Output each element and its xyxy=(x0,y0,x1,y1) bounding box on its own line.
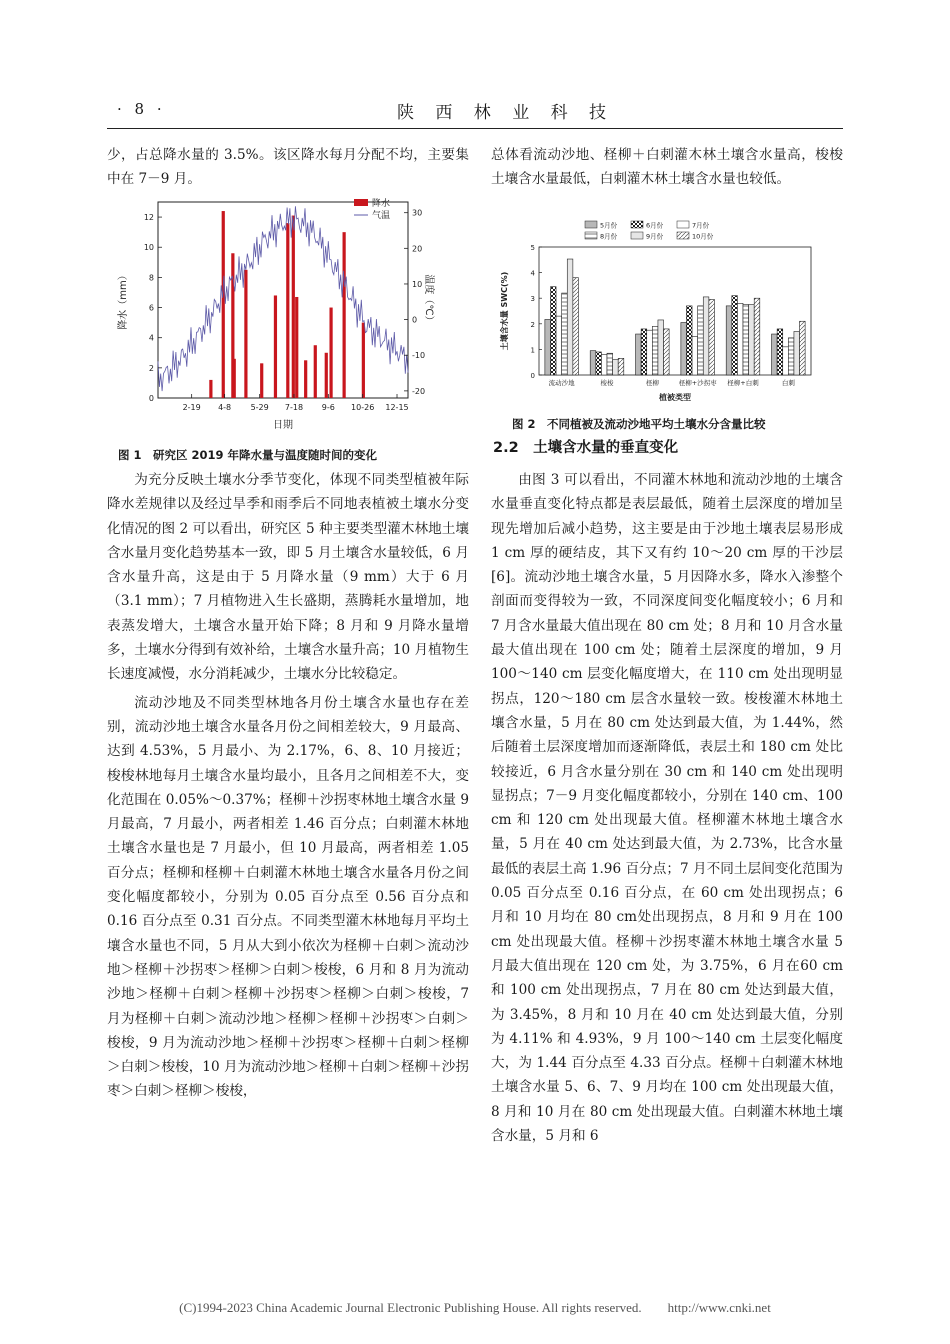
fig2-bar xyxy=(641,329,647,375)
fig2-bar xyxy=(754,298,760,375)
fig2-bar xyxy=(777,329,783,375)
fig2-bar xyxy=(618,358,624,375)
fig2-y-tick-label: 5 xyxy=(530,244,535,252)
fig1-y-right-tick-label: -10 xyxy=(412,351,426,361)
right-top-text xyxy=(491,143,843,192)
fig2-bar xyxy=(686,306,692,375)
fig1-legend-precip-label: 降水 xyxy=(372,199,391,209)
fig1-precip-bar xyxy=(295,297,298,398)
fig2-x-label: 植被类型 xyxy=(659,393,691,402)
fig2-bar xyxy=(590,351,596,375)
page-header xyxy=(107,92,843,129)
fig2-bar xyxy=(726,306,732,375)
fig1-y-left-tick-label: 4 xyxy=(148,333,154,343)
left-body xyxy=(107,468,469,1104)
fig2-bar xyxy=(664,329,670,375)
fig1-precip-bar xyxy=(343,232,346,398)
fig1-y-right-tick-label: -20 xyxy=(412,386,426,396)
fig1-y-right-tick-label: 10 xyxy=(412,279,423,289)
fig1-y-right-tick-label: 0 xyxy=(412,315,418,325)
figure-2-chart xyxy=(493,217,833,405)
fig2-bar xyxy=(652,326,658,375)
fig1-precip-bar xyxy=(304,360,307,398)
fig1-y-left-tick-label: 12 xyxy=(143,213,154,223)
fig2-y-label: 土壤含水量 SWC(%) xyxy=(500,271,509,351)
fig2-legend-swatch xyxy=(677,221,689,228)
fig2-legend-swatch xyxy=(631,232,643,239)
fig1-precip-bar xyxy=(292,216,295,398)
fig1-y-left-label: 降水（mm） xyxy=(118,270,129,330)
fig2-bar xyxy=(567,259,573,375)
fig1-y-left-tick-label: 0 xyxy=(148,394,154,403)
fig2-bar xyxy=(596,352,602,375)
fig1-x-tick-label: 7-18 xyxy=(284,403,304,412)
fig2-legend-label: 7月份 xyxy=(692,221,710,230)
fig1-y-left-tick-label: 8 xyxy=(148,273,154,283)
figure-2-caption: 图 2 不同植被及流动沙地平均土壤水分含量比较 xyxy=(512,417,766,431)
fig2-bar xyxy=(772,334,778,375)
fig1-precip-bar xyxy=(222,211,225,398)
fig2-legend-label: 6月份 xyxy=(646,221,664,230)
fig1-legend-precip-swatch xyxy=(354,199,368,206)
fig2-bar xyxy=(703,297,709,375)
fig2-legend-label: 5月份 xyxy=(600,221,618,230)
fig1-x-tick-label: 12-15 xyxy=(385,403,409,412)
fig2-legend-swatch xyxy=(585,221,597,228)
fig2-bar xyxy=(550,287,556,375)
fig1-x-tick-label: 4-8 xyxy=(218,403,232,412)
fig2-bar xyxy=(698,306,704,375)
copyright-footer: (C)1994-2023 China Academic Journal Electronic Publishing House. All rights reserved. http://www.cnki.net xyxy=(179,1300,771,1315)
fig1-precip-bar xyxy=(233,359,236,398)
figure-1-caption: 图 1 研究区 2019 年降水量与温度随时间的变化 xyxy=(118,448,378,462)
fig2-bar xyxy=(545,319,551,375)
figure-1-chart xyxy=(110,188,434,438)
fig2-legend-label: 8月份 xyxy=(600,232,618,241)
fig2-bar xyxy=(562,293,568,375)
fig2-bar xyxy=(800,321,806,375)
fig2-bar xyxy=(636,334,642,375)
fig1-legend-temp-label: 气温 xyxy=(372,211,391,221)
fig2-bar xyxy=(732,296,738,375)
fig2-bar xyxy=(573,278,579,375)
fig2-category-label: 梭梭 xyxy=(600,379,614,387)
fig2-legend-swatch xyxy=(585,232,597,239)
fig2-bar xyxy=(613,360,619,375)
fig1-y-right-tick-label: 30 xyxy=(412,208,423,218)
fig2-plot-frame xyxy=(539,247,811,375)
fig2-bar xyxy=(647,330,653,375)
fig2-bar xyxy=(607,353,613,375)
fig2-bar xyxy=(658,320,664,375)
fig1-precip-bar xyxy=(260,363,263,398)
fig2-y-tick-label: 2 xyxy=(530,320,535,329)
fig1-precip-bar xyxy=(286,223,289,398)
fig2-bar xyxy=(556,316,562,375)
left-top-paragraph: 少，占总降水量的 3.5%。该区降水每月分配不均，主要集中在 7－9 月。 xyxy=(107,147,469,188)
fig1-y-right-label: 温度（℃） xyxy=(423,274,434,326)
fig2-bar xyxy=(743,305,749,375)
fig2-bar xyxy=(737,303,743,375)
fig1-plot-frame xyxy=(158,202,408,398)
fig2-legend-swatch xyxy=(631,221,643,228)
fig1-precip-bar xyxy=(362,323,365,398)
fig1-temperature-line xyxy=(158,206,408,391)
fig2-category-label: 白刺 xyxy=(781,379,795,387)
fig2-y-tick-label: 3 xyxy=(530,295,535,304)
fig2-y-tick-label: 4 xyxy=(530,269,535,278)
fig1-precip-bar xyxy=(329,308,332,398)
right-paragraph-1: 由图 3 可以看出，不同灌木林地和流动沙地的土壤含水量垂直变化特点都是表层最低，随着土层深度的增加呈现先增加后减小趋势，这主要是由于沙地土壤表层易形成 1 cm 厚的硬结皮，其下又有约 10～20 cm 厚的干沙层[6]。流动沙地土壤含水量，5 月因降水多，降水入渗整个剖面而变得较为一致，不同深度间变化幅度较小；6 月和 7 月含水量最大值出现在 80 cm 处；8 月和 10 月含水量最大值出现在 100 cm 处；随着土层深度的增加，9 月 100～140 cm 层变化幅度增大，在 110 cm 处出现明显拐点，120～180 cm 层含水量较一致。梭梭灌木林地土壤含水量，5 月在 80 cm 处达到最大值，为 1.44%，然后随着土层深度增加而逐渐降低，表层土和 180 cm 处比较接近，6 月含水量分别在 30 cm 和 140 cm 处出现明显拐点；7－9 月变化幅度都较小，分别在 140 cm、100 cm 和 120 cm 处出现最大值。柽柳灌木林地土壤含水量，5 月在 40 cm 处达到最大值，为 2.73%，比含水量最低的表层土高 1.96 百分点；7 月不同土层间变化范围为 0.05 百分点至 0.16 百分点，在 60 cm 处出现拐点；6 月和 10 月均在 80 cm处出现拐点，8 月和 9 月在 100 cm 处出现最大值。柽柳＋沙拐枣灌木林地土壤含水量 5 月最大值出现在 120 cm 处，为 3.75%，6 月在60 cm 和 100 cm 处出现拐点，7 月在 80 cm 处达到最大值，为 3.45%，8 月和 10 月在 40 cm 处达到最大值，分别为 4.11% 和 4.93%，9 月 100～140 cm 土层变化幅度大，为 1.44 百分点至 4.33 百分点。柽柳＋白刺灌木林地土壤含水量 5、6、7、9 月均在 100 cm 处出现最大值，8 月和 10 月在 80 cm 处出现最大值。白刺灌木林地土壤含水量，5 月和 6 xyxy=(491,472,843,1145)
fig1-y-left-tick-label: 6 xyxy=(148,303,154,313)
fig2-bar xyxy=(788,338,794,375)
section-heading-2-2: 2.2 土壤含水量的垂直变化 xyxy=(493,440,679,456)
fig2-y-tick-label: 0 xyxy=(530,372,535,380)
page-number: · 8 · xyxy=(117,100,166,118)
fig1-x-tick-label: 2-19 xyxy=(182,403,201,412)
fig1-precip-bar xyxy=(209,380,212,398)
fig2-bar xyxy=(709,299,715,375)
fig2-bar xyxy=(681,323,687,375)
fig1-x-tick-label: 5-29 xyxy=(250,403,269,412)
fig2-bar xyxy=(794,331,800,375)
fig2-bar xyxy=(783,347,789,375)
fig1-precip-bar xyxy=(244,270,247,398)
left-top-text xyxy=(107,143,469,192)
fig2-legend-label: 9月份 xyxy=(646,232,664,241)
right-body xyxy=(491,468,843,1148)
fig1-x-tick-label: 9-6 xyxy=(321,403,335,412)
left-paragraph-1: 为充分反映土壤水分季节变化，体现不同类型植被年际降水差规律以及经过旱季和雨季后不同地表植被土壤水分变化情况的图 2 可以看出，研究区 5 种主要类型灌木林地土壤含水量月变化趋势基本一致，即 5 月土壤含水量较低，6 月含水量升高，这是由于 5 月降水量（9 mm）大于 6 月（3.1 mm）；7 月植物进入生长盛期，蒸腾耗水量增加，地表蒸发增大，土壤含水量开始下降；8 月和 9 月降水量增多，土壤水分得到有效补给，土壤含水量升高；10 月植物生长速度减慢，水分消耗减少，土壤水分比较稳定。 xyxy=(107,472,469,683)
fig1-precip-bar xyxy=(274,295,277,398)
fig2-legend-label: 10月份 xyxy=(692,232,714,241)
fig2-y-tick-label: 1 xyxy=(530,346,535,355)
journal-title: 陕 西 林 业 科 技 xyxy=(397,103,615,123)
fig2-category-label: 柽柳+沙拐枣 xyxy=(678,379,717,387)
fig1-x-tick-label: 10-26 xyxy=(351,403,375,412)
fig1-x-label: 日期 xyxy=(273,420,293,431)
fig1-y-left-tick-label: 2 xyxy=(148,363,154,373)
fig1-precip-bar xyxy=(314,345,317,398)
right-top-paragraph: 总体看流动沙地、柽柳＋白刺灌木林土壤含水量高，梭梭土壤含水量最低，白刺灌木林土壤含水量也较低。 xyxy=(491,147,843,188)
left-paragraph-2: 流动沙地及不同类型林地各月份土壤含水量也存在差别，流动沙地土壤含水量各月份之间相差较大，9 月最高、达到 4.53%，5 月最小、为 2.17%，6、8、10 月接近；梭梭林地每月土壤含水量均最小，且各月之间相差不大，变化范围在 0.05%～0.37%；柽柳＋沙拐枣林地土壤含水量 9 月最高，7 月最小，两者相差 1.46 百分点；白刺灌木林地土壤含水量也是 7 月最小，但 10 月最高，两者相差 1.05 百分点；柽柳和柽柳＋白刺灌木林地土壤含水量各月份之间变化幅度都较小，分别为 0.05 百分点至 0.56 百分点和 0.16 百分点至 0.31 百分点。不同类型灌木林地每月平均土壤含水量也不同，5 月从大到小依次为柽柳＋白刺＞流动沙地＞柽柳＋沙拐枣＞柽柳＞白刺＞梭梭，6 月和 8 月为流动沙地＞柽柳＋白刺＞柽柳＋沙拐枣＞柽柳＞白刺＞梭梭，7 月为柽柳＋白刺＞流动沙地＞柽柳＞柽柳＋沙拐枣＞白刺＞梭梭，9 月为流动沙地＞柽柳＋沙拐枣＞柽柳＋白刺＞柽柳＞白刺＞梭梭，10 月为流动沙地＞柽柳＋白刺＞柽柳＋沙拐枣＞白刺＞柽柳＞梭梭， xyxy=(107,694,469,1100)
fig2-bar xyxy=(749,305,755,375)
fig1-precip-bar xyxy=(325,353,328,398)
fig2-category-label: 流动沙地 xyxy=(548,379,575,387)
fig2-category-label: 柽柳+白刺 xyxy=(727,379,759,387)
fig2-legend-swatch xyxy=(677,232,689,239)
fig1-y-left-tick-label: 10 xyxy=(143,243,154,253)
fig2-bar xyxy=(601,355,607,375)
fig2-bar xyxy=(692,337,698,375)
fig1-y-right-tick-label: 20 xyxy=(412,244,423,254)
fig2-category-label: 柽柳 xyxy=(645,379,659,387)
